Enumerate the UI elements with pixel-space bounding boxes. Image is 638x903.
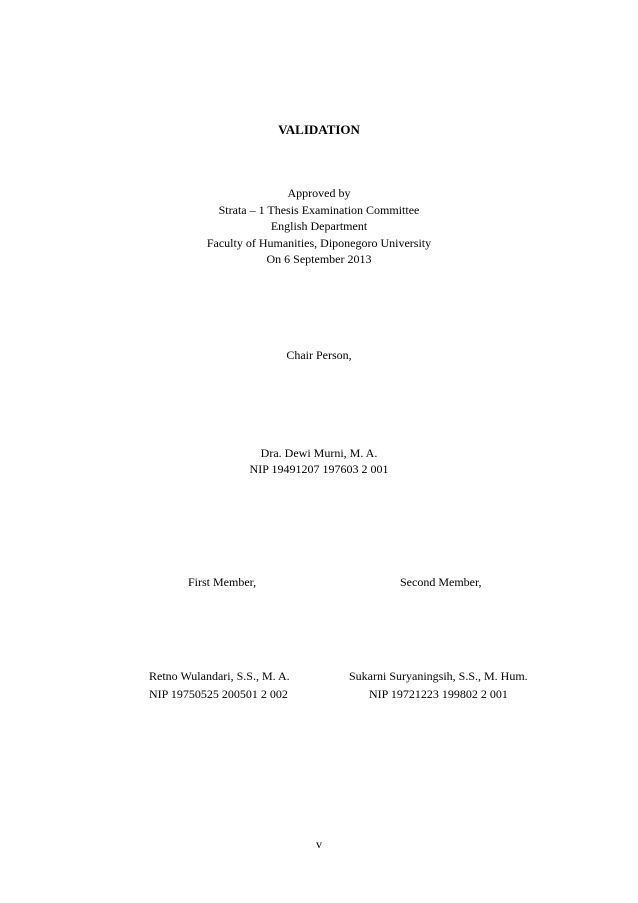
second-member-role: Second Member, [400, 575, 482, 589]
first-member-role: First Member, [188, 575, 257, 589]
approval-line: Approved by [287, 186, 351, 200]
page-number: v [316, 837, 322, 851]
approval-line: On 6 September 2013 [266, 252, 372, 266]
approval-line: Faculty of Humanities, Diponegoro University [206, 235, 432, 250]
second-member-nip: NIP 19721223 199802 2 001 [369, 687, 508, 701]
second-member-name: Sukarni Suryaningsih, S.S., M. Hum. [349, 669, 528, 683]
chair-role: Chair Person, [286, 348, 352, 362]
first-member-nip: NIP 19750525 200501 2 002 [149, 687, 288, 701]
first-member-name: Retno Wulandari, S.S., M. A. [149, 669, 290, 683]
approval-block [0, 187, 638, 270]
approval-line: English Department [270, 219, 368, 233]
approval-line: Strata – 1 Thesis Examination Committee [218, 202, 420, 217]
chair-nip: NIP 19491207 197603 2 001 [249, 462, 389, 476]
chair-name: Dra. Dewi Murni, M. A. [260, 446, 378, 460]
page-title: VALIDATION [278, 122, 360, 137]
